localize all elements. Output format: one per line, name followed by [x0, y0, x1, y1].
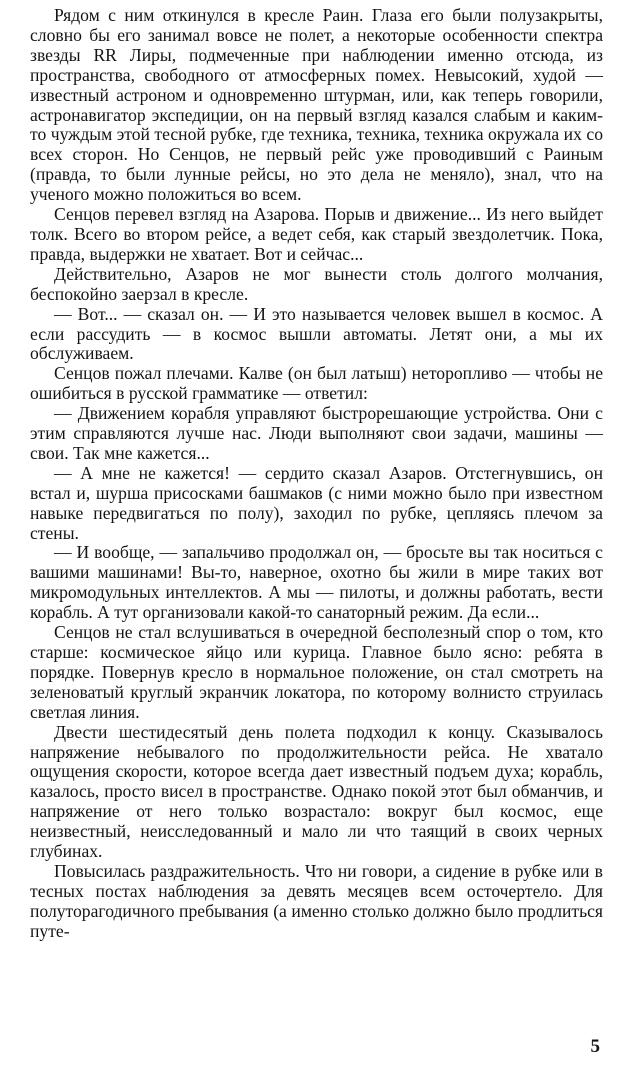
paragraph: Двести шестидесятый день полета подходил к концу. Сказывалось напряжение небывалого по продолжительности рейса. Не хватало ощущения скорости, которое всегда дает известный подъем духа; корабль, казалось, просто висел в пространстве. Однако покой этот был обманчив, и напряжение от него только возрастало: вокруг был космос, еще неизвестный, неисследованный и мало ли что таящий в своих черных глубинах. — [30, 721, 603, 862]
paragraph: — Вот... — сказал он. — И это называется человек вышел в космос. А если рассудить — в космос вышли автоматы. Летят они, а мы их обслуживаем. — [30, 303, 603, 364]
paragraph: Сенцов перевел взгляд на Азарова. Порыв и движение... Из него выйдет толк. Всего во втором рейсе, а ведет себя, как старый звездолетчик. Пока, правда, выдержки не хватает. Вот и сейчас... — [30, 204, 603, 264]
paragraph: — Движением корабля управляют быстрорешающие устройства. Они с этим справляются лучше нас. Люди выполняют свои задачи, машины — свои. Так мне кажется... — [30, 403, 603, 463]
paragraph: Сенцов пожал плечами. Калве (он был латыш) неторопливо — чтобы не ошибиться в русской грамматике — ответил: — [30, 363, 603, 404]
paragraph: Рядом с ним откинулся в кресле Раин. Глаза его были полузакрыты, словно бы его занимал вовсе не полет, а некоторые особенности спектра звезды RR Лиры, подмеченные при наблюдении именно отсюда, из пространства, свободного от атмосферных помех. Невысокий, худой — известный астроном и одновременно штурман, или, как теперь говорили, астронавигатор экспедиции, он на первый взгляд казался слабым и каким-то чуждым этой тесной рубке, где техника, техника, техника окружала их со всех сторон. Но Сенцов, не первый рейс уже проводивший с Раиным (правда, то были лунные рейсы, но это дела не меняло), знал, что на ученого можно положиться во всем. — [30, 5, 603, 205]
paragraph: — А мне не кажется! — сердито сказал Азаров. Отстегнувшись, он встал и, шурша присосками башмаков (с ними можно было при известном навыке передвигаться по полу), заходил по рубке, цепляясь плечом за стены. — [30, 462, 603, 543]
book-page-text — [30, 6, 603, 942]
paragraph: Действительно, Азаров не мог вынести столь долгого молчания, беспокойно заерзал в кресле. — [30, 263, 603, 304]
page-number: 5 — [590, 1036, 600, 1057]
paragraph: — И вообще, — запальчиво продолжал он, — бросьте вы так носиться с вашими машинами! Вы-то, наверное, охотно бы жили в мире таких вот микромодульных интеллектов. А мы — пилоты, и должны работать, вести корабль. А тут организовали какой-то санаторный режим. Да если... — [30, 542, 603, 623]
paragraph: Сенцов не стал вслушиваться в очередной бесполезный спор о том, кто старше: космическое яйцо или курица. Главное было ясно: ребята в порядке. Повернув кресло в нормальное положение, он стал смотреть на зеленоватый круглый экранчик локатора, по которому волнисто струилась светлая линия. — [30, 622, 603, 722]
paragraph: Повысилась раздражительность. Что ни говори, а сидение в рубке или в тесных постах наблюдения за девять месяцев всем осточертело. Для полуторагодичного пребывания (а именно столько должно было продлиться путе- — [30, 860, 603, 941]
